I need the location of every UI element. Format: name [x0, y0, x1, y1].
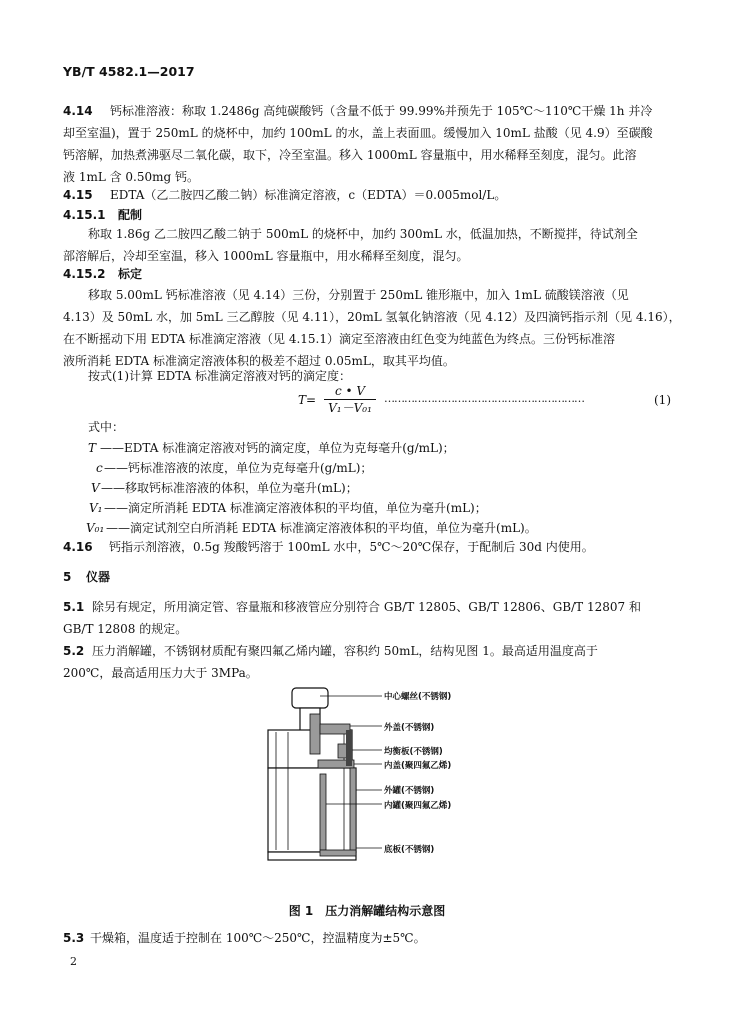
- formula-numerator: c • V: [324, 383, 376, 400]
- para-4-15-2-line3: 在不断摇动下用 EDTA 标准滴定溶液（见 4.15.1）滴定至溶液由红色变为纯蓝色为终点。三份钙标准溶: [63, 332, 616, 346]
- where-item: [89, 497, 487, 519]
- where-label: 式中：: [88, 420, 125, 434]
- clause-number: 4.15: [63, 188, 93, 202]
- clause-title: 配制: [118, 208, 143, 222]
- formula-leader-dots: ……………………………………………………: [384, 392, 584, 405]
- para-4-15: [63, 184, 506, 206]
- where-desc: ——钙标准溶液的浓度，单位为克每毫升(g/mL)；: [104, 461, 373, 475]
- para-5-1-line1: [63, 596, 641, 618]
- formula-fraction: [324, 383, 376, 416]
- clause-number: 5.1: [63, 600, 85, 614]
- where-symbol: V: [91, 481, 100, 495]
- para-4-14-line4: 液 1mL 含 0.50mg 钙。: [63, 170, 200, 184]
- para-4-15-2-line4: 液所消耗 EDTA 标准滴定溶液体积的极差不超过 0.05mL，取其平均值。: [63, 354, 455, 368]
- para-text: 除另有规定，所用滴定管、容量瓶和移液管应分别符合 GB/T 12805、GB/T 12806、GB/T 12807 和: [92, 600, 641, 614]
- label-balance-plate: 均衡板(不锈钢): [384, 747, 443, 757]
- page-number: 2: [70, 955, 77, 968]
- para-text: EDTA（乙二胺四乙酸二钠）标准滴定溶液，c（EDTA）＝0.005mol/L。: [110, 188, 507, 202]
- clause-number: 4.15.1: [63, 208, 106, 222]
- para-5-3: [63, 927, 426, 949]
- para-text: 干燥箱，温度适于控制在 100℃～250℃，控温精度为±5℃。: [90, 931, 426, 945]
- para-4-14-line1: [63, 100, 652, 122]
- para-5-2-line2: 200℃，最高适用压力大于 3MPa。: [63, 666, 258, 680]
- outer-shell: [268, 768, 356, 852]
- document-header: YB/T 4582.1—2017: [63, 64, 195, 79]
- label-outer-vessel: 外罐(不锈钢): [384, 786, 435, 796]
- clause-number: 4.16: [63, 540, 93, 554]
- where-desc: ——移取钙标准溶液的体积，单位为毫升(mL)；: [101, 481, 358, 495]
- clause-title: 标定: [118, 267, 143, 281]
- label-center-screw: 中心螺丝(不锈钢): [384, 692, 452, 702]
- formula-denominator: V₁－V₀₁: [328, 401, 372, 415]
- clause-number: 5.3: [63, 931, 85, 945]
- where-desc: ——EDTA 标准滴定溶液对钙的滴定度，单位为克每毫升(g/mL)；: [100, 441, 455, 455]
- para-5-1-line2: GB/T 12808 的规定。: [63, 622, 188, 636]
- where-desc: ——滴定所消耗 EDTA 标准滴定溶液体积的平均值，单位为毫升(mL)；: [104, 501, 487, 515]
- where-symbol: T: [88, 441, 97, 455]
- para-4-14-line3: 钙溶解，加热煮沸驱尽二氧化碳，取下，冷至室温。移入 1000mL 容量瓶中，用水稀释至刻度，混匀。此溶: [63, 148, 637, 162]
- label-inner-lid: 内盖(聚四氟乙烯): [384, 761, 452, 771]
- para-text: 钙标准溶液：称取 1.2486g 高纯碳酸钙（含量不低于 99.99%并预先于 105℃～110℃干燥 1h 并冷: [110, 104, 653, 118]
- formula-lhs: T=: [298, 393, 317, 407]
- clause-number: 4.15.2: [63, 267, 106, 281]
- clause-4-15-2-heading: [63, 263, 142, 285]
- para-text: 钙指示剂溶液，0.5g 羧酸钙溶于 100mL 水中，5℃～20℃保存，于配制后 30d 内使用。: [109, 540, 594, 554]
- where-symbol: V₀₁: [86, 521, 105, 535]
- figure-caption: 图 1 压力消解罐结构示意图: [288, 904, 446, 918]
- para-text: 压力消解罐，不锈钢材质配有聚四氟乙烯内罐，容积约 50mL，结构见图 1。最高适用温度高于: [92, 644, 598, 658]
- where-symbol: V₁: [89, 501, 103, 515]
- para-4-15-2-line5: 按式(1)计算 EDTA 标准滴定溶液对钙的滴定度：: [88, 369, 352, 383]
- para-4-15-1-line1: 称取 1.86g 乙二胺四乙酸二钠于 500mL 的烧杯中，加约 300mL 水，低温加热，不断搅拌，待试剂全: [88, 227, 638, 241]
- section-5-heading: [63, 566, 110, 588]
- para-4-15-2-line1: 移取 5.00mL 钙标准溶液（见 4.14）三份，分别置于 250mL 锥形瓶中，加入 1mL 硫酸镁溶液（见: [88, 288, 629, 302]
- para-4-15-2-line2: 4.13）及 50mL 水，加 5mL 三乙醇胺（见 4.11），20mL 氢氧化钠溶液（见 4.12）及四滴钙指示剂（见 4.16），: [63, 310, 681, 324]
- clause-number: 4.14: [63, 104, 93, 118]
- label-outer-cap: 外盖(不锈钢): [384, 723, 435, 733]
- label-base-plate: 底板(不锈钢): [384, 845, 435, 855]
- where-item: [96, 457, 372, 479]
- clause-number: 5.2: [63, 644, 85, 658]
- para-4-15-1-line2: 部溶解后，冷却至室温，移入 1000mL 容量瓶中，用水稀释至刻度，混匀。: [63, 249, 469, 263]
- para-4-16: [63, 536, 594, 558]
- section-title: 仪器: [86, 570, 111, 584]
- where-symbol: c: [96, 461, 103, 475]
- where-item: [91, 477, 358, 499]
- para-5-2-line1: [63, 640, 598, 662]
- where-item: [88, 437, 455, 459]
- section-number: 5: [63, 570, 72, 584]
- pressure-digestion-vessel-diagram: [250, 684, 470, 874]
- formula-number: (1): [654, 393, 671, 407]
- center-screw: [292, 688, 328, 708]
- para-4-14-line2: 却至室温)，置于 250mL 的烧杯中，加约 100mL 的水，盖上表面皿。缓慢加入 10mL 盐酸（见 4.9）至碳酸: [63, 126, 653, 140]
- label-inner-vessel: 内罐(聚四氟乙烯): [384, 801, 452, 811]
- where-desc: ——滴定试剂空白所消耗 EDTA 标准滴定溶液体积的平均值，单位为毫升(mL)。: [106, 521, 537, 535]
